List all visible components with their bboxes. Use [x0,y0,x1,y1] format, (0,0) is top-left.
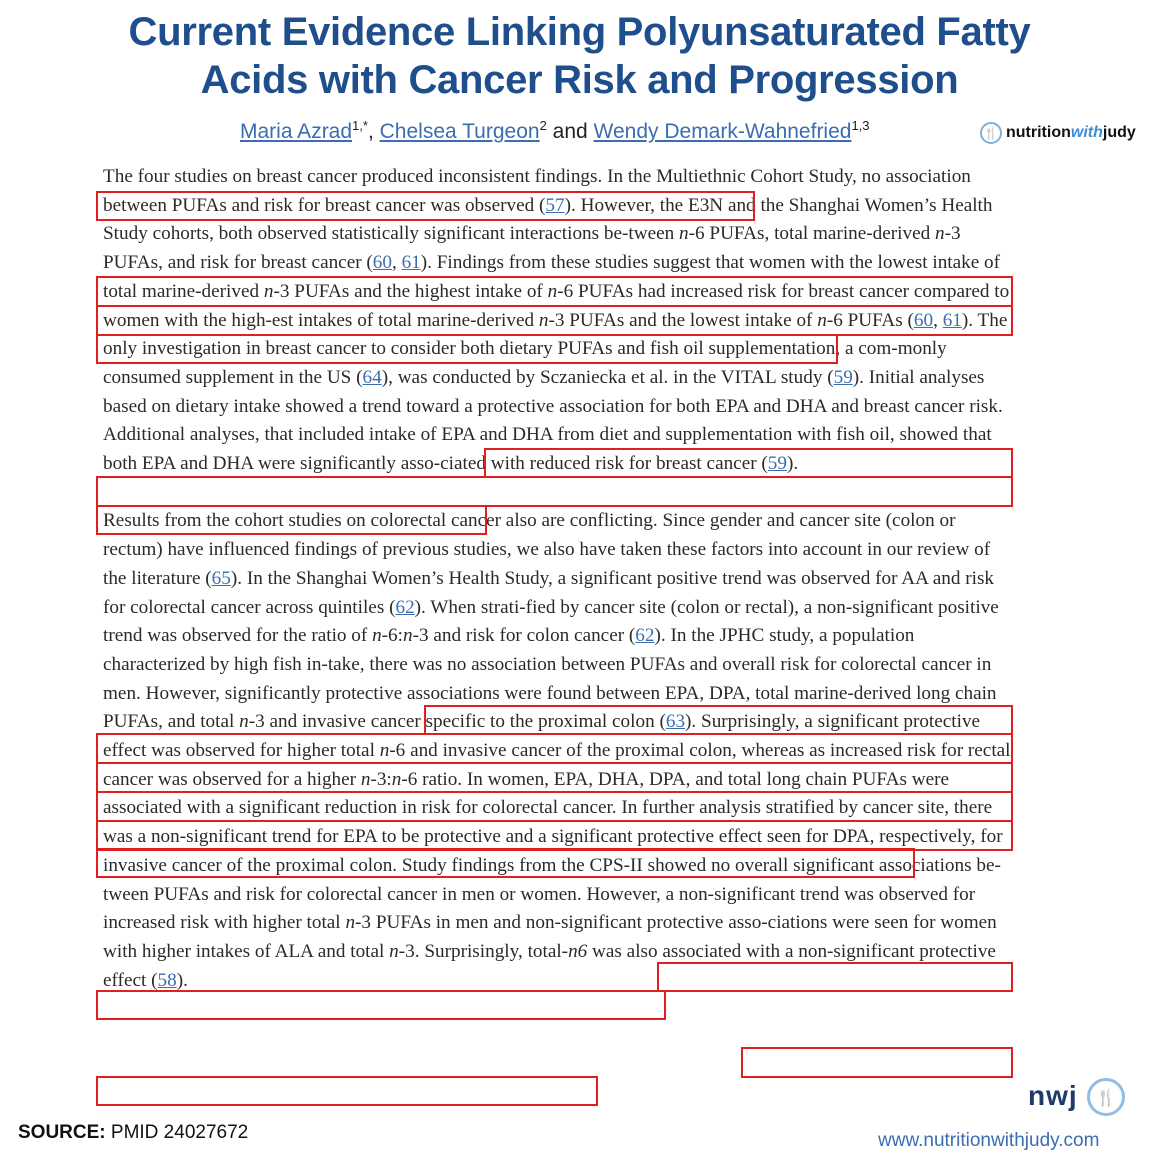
italic-text: n [239,711,249,733]
body-text: ). Findings from these studies suggest that women with the lowest intake of total marine-derived [103,252,1001,302]
italic-text: n [379,740,390,762]
italic-text: n [372,625,382,647]
body-text: -6 ratio. In women, EPA, DHA, DPA, and total long chain PUFAs were associated with a significant reduction in risk for colorectal cancer. In further analysis stratified by cancer site, there was a non-significant trend for EPA to be protective and a significant protective effect seen for DPA, respectively, for invasive cancer of the proximal colon. Study findings from the CPS-II showed no overall significant associations be-tween PUFAs and risk for colorectal cancer in men or women. However, a non-significant trend was observed for increased risk with higher total [103,768,1003,934]
italic-text: n [538,309,549,331]
italic-text: n [360,768,371,790]
nwj-logo-text: nwj [1028,1080,1078,1111]
source-value: PMID 24027672 [105,1122,249,1143]
body-text: -3 and invasive cancer specific to the proximal colon ( [248,711,666,733]
citation-link[interactable]: 59 [767,453,787,475]
body-text: ). In the JPHC study, a population characterized by high fish in-take, there was no association between PUFAs and overall risk for colorectal cancer in men. However, significantly protective associations were found between EPA, DPA, total marine-derived long chain PUFAs, and total [103,625,997,733]
author-affil-2: 2 [539,118,547,133]
highlight-box [96,762,1013,793]
body-text: -6 PUFAs had increased risk for breast cancer compared to women with the high-est intakes of total marine-derived [103,280,1010,331]
italic-text: n [817,309,827,331]
highlight-box [96,820,1013,851]
body-text: -3 PUFAs in men and non-significant protective asso-ciations were seen for women with higher intakes of ALA and total [103,912,997,962]
body-text: ). In the Shanghai Women’s Health Study, a significant positive trend was observed for AA and risk for colorectal cancer across quintiles ( [103,567,995,618]
citation-link[interactable]: 63 [665,711,686,733]
brand-logo-top [980,122,1136,144]
citation-link[interactable]: 61 [401,252,421,274]
highlight-box [424,705,1013,735]
italic-text: n [391,768,402,790]
italic-text: n [263,280,274,302]
highlight-box [96,334,838,364]
citation-link[interactable]: 57 [545,194,565,216]
title-line-1: Current Evidence Linking Polyunsaturated Fatty [128,10,1031,54]
page-title [0,8,1159,104]
highlight-box [484,448,1013,478]
citation-link[interactable]: 60 [913,309,934,331]
highlight-box [741,1047,1013,1078]
body-text: -6: [381,625,403,647]
body-text: , [391,252,402,274]
body-text: ). Surprisingly, a significant protective effect was observed for higher total [103,711,981,762]
author-affil-3: 1,3 [851,118,870,133]
citation-link[interactable]: 61 [942,309,962,331]
body-text: -3 and risk for colon cancer ( [412,625,636,647]
body-text: The four studies on breast cancer produced inconsistent findings. In the Multiethnic Cohort Study, no association between PUFAs and risk for breast cancer was observed ( [103,166,971,216]
highlight-box [96,990,666,1020]
highlight-box [96,848,915,878]
highlight-box [96,305,1013,336]
citation-link[interactable]: 59 [833,366,853,388]
citation-link[interactable]: 64 [362,366,382,388]
highlight-box [96,505,487,535]
body-text: -3: [370,768,392,790]
author-affil-1: 1,* [352,118,368,133]
body-text: ), was conducted by Sczaniecka et al. in the VITAL study ( [381,366,834,388]
author-link-1[interactable]: Maria Azrad [240,120,353,143]
source-label: SOURCE: [18,1122,106,1143]
citation-link[interactable]: 60 [372,252,392,274]
body-text: -3. Surprisingly, total- [398,940,569,962]
highlight-box [96,791,1013,822]
italic-text: n [345,912,356,934]
body-text: , [933,309,943,331]
citation-link[interactable]: 65 [211,567,231,589]
body-text: -3 PUFAs, and risk for breast cancer ( [103,223,961,274]
body-text: -6 PUFAs, total marine-derived [688,223,935,245]
website-url[interactable]: www.nutritionwithjudy.com [878,1130,1100,1151]
body-text: -6 PUFAs ( [826,309,914,331]
source-citation [18,1122,248,1144]
citation-link[interactable]: 62 [635,625,655,647]
author-list [240,118,870,144]
italic-text: n [547,280,558,302]
italic-text: n [389,940,399,962]
body-text: ). However, the E3N and the Shanghai Women’s Health Study cohorts, both observed statistically significant interactions be-tween [103,194,993,245]
body-text: -3 PUFAs and the highest intake of [273,280,548,302]
citation-link[interactable]: 58 [157,969,177,991]
plate-utensils-icon: 🍴 [1087,1078,1125,1116]
body-text: ). When strati-fied by cancer site (colon or rectal), a non-significant positive trend was observed for the ratio of [103,596,999,647]
highlight-box [96,1076,598,1106]
author-link-3[interactable]: Wendy Demark-Wahnefried [593,120,852,143]
body-text: -3 PUFAs and the lowest intake of [548,309,818,331]
italic-text: n6 [568,940,588,962]
plate-utensils-icon: 🍴 [980,122,1002,144]
highlight-box [96,476,1013,507]
brand-text-1: nutrition [1006,124,1071,141]
author-sep-2: and [546,120,594,143]
author-link-2[interactable]: Chelsea Turgeon [379,120,540,143]
body-text: Results from the cohort studies on colorectal cancer also are conflicting. Since gender and cancer site (colon or rectum) have influenced findings of previous studies, we also have taken these factors into account in our review of the literature ( [103,510,991,589]
highlight-box [96,276,1013,307]
body-text: ). Initial analyses based on dietary intake showed a trend toward a protective association for both EPA and DHA and breast cancer risk. Additional analyses, that included intake of EPA and DHA from diet and supplementation with fish oil, showed that both EPA and DHA were significantly asso-ciated with reduced risk for breast cancer ( [103,366,1003,475]
body-text: ). [786,453,799,475]
body-text: ). [176,969,188,991]
body-text: -6 and invasive cancer of the proximal colon, whereas as increased risk for rectal cancer was observed for a higher [103,740,1011,790]
highlight-box [96,191,755,221]
body-text: ). The only investigation in breast cancer to consider both dietary PUFAs and fish oil supplementation, a com-monly consumed supplement in the US ( [103,309,1008,388]
italic-text: n [935,223,945,245]
citation-link[interactable]: 62 [395,596,415,618]
italic-text: n [679,223,689,245]
highlight-box [96,733,1013,764]
highlight-box [657,962,1013,992]
brand-text-2: with [1070,124,1103,141]
author-sep-1: , [367,120,380,143]
italic-text: n [403,625,413,647]
brand-text-3: judy [1102,124,1136,141]
body-text: was also associated with a non-significant protective effect ( [103,940,996,991]
title-line-2: Acids with Cancer Risk and Progression [200,58,959,102]
